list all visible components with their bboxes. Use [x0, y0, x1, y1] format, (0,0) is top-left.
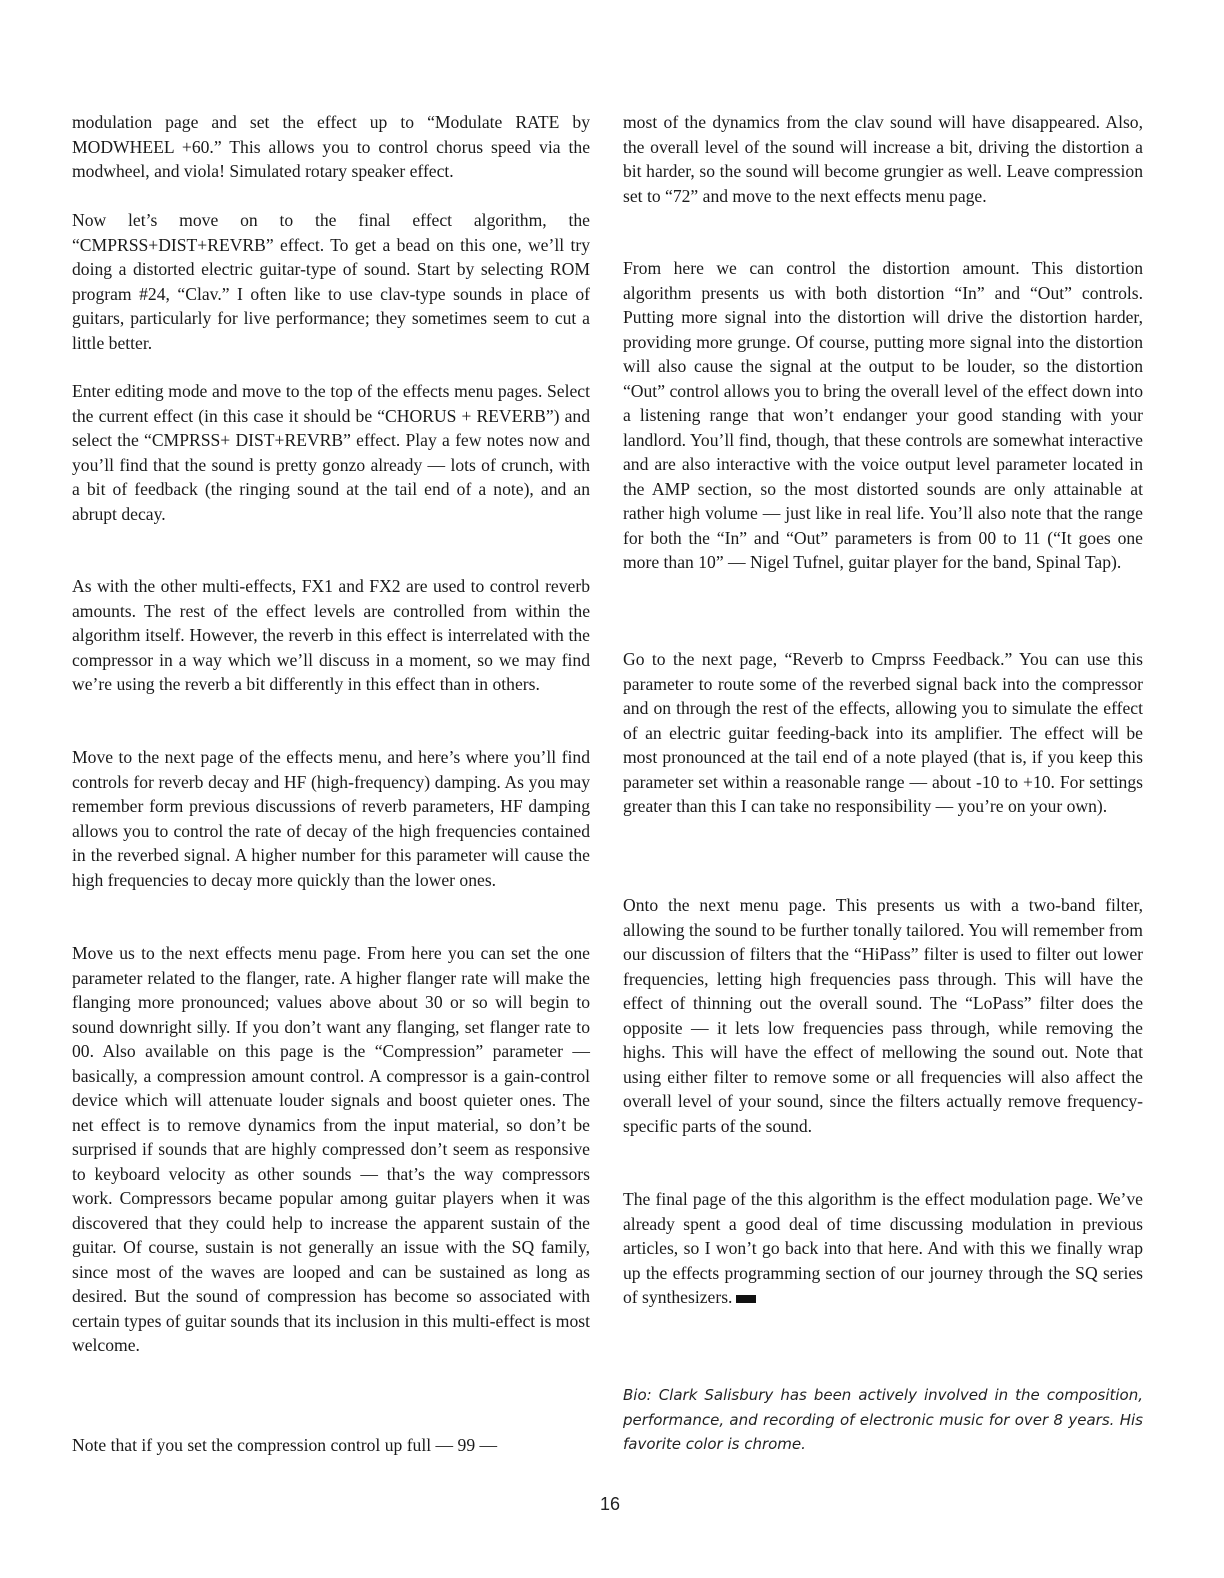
end-mark-icon: [736, 1295, 756, 1303]
paragraph: Onto the next menu page. This presents us with a two-band filter, allowing the sound to be further tonally tailored. You will remember from our discussion of filters that the “HiPass” filter is used to filter out lower frequencies, letting high frequencies pass through. This will have the effect of thinning out the overall sound. The “LoPass” filter does the opposite — it lets low frequencies pass through, while removing the highs. This will have the effect of mellowing the sound out. Note that using either filter to remove some or all frequencies will also affect the overall level of your sound, since the filters actually remove frequency-specific parts of the sound.: [623, 895, 1143, 1136]
paragraph: most of the dynamics from the clav sound will have disappeared. Also, the overall level of the sound will increase a bit, driving the distortion a bit harder, so the sound will become grungier as well. Leave compression set to “72” and move to the next effects menu page.: [623, 112, 1143, 206]
paragraph: Now let’s move on to the final effect algorithm, the “CMPRSS+DIST+REVRB” effect. To get a bead on this one, we’ll try doing a distorted electric guitar-type of sound. Start by selecting ROM program #24, “Clav.” I often like to use clav-type sounds in place of guitars, particularly for live performance; they sometimes seem to cut a little better.: [72, 210, 590, 353]
author-bio: Bio: Clark Salisbury has been actively involved in the composition, performance, and recording of electronic music for over 8 years. His favorite color is chrome.: [623, 1386, 1143, 1453]
paragraph: Go to the next page, “Reverb to Cmprss Feedback.” You can use this parameter to route some of the reverbed signal back into the compressor and on through the rest of the effects, allowing you to simulate the effect of an electric guitar feeding-back into its amplifier. The effect will be most pronounced at the tail end of a note played (that is, if you keep this parameter set within a reasonable range — about -10 to +10. For settings greater than this I can take no responsibility — you’re on your own).: [623, 649, 1143, 816]
paragraph: From here we can control the distortion amount. This distortion algorithm presents us with both distortion “In” and “Out” controls. Putting more signal into the distortion will drive the distortion harder, providing more grunge. Of course, putting more signal into the distortion will also cause the signal at the output to be louder, so the distortion “Out” control allows you to bring the overall level of the effect down into a listening range that won’t endanger your good standing with your landlord. You’ll find, though, that these controls are somewhat interactive and are also interactive with the voice output level parameter located in the AMP section, so the most distorted sounds are only attainable at rather high volume — just like in real life. You’ll also note that the range for both the “In” and “Out” parameters is from 00 to 11 (“It goes one more than 10” — Nigel Tufnel, guitar player for the band, Spinal Tap).: [623, 258, 1143, 572]
paragraph: Enter editing mode and move to the top of the effects menu pages. Select the current effect (in this case it should be “CHORUS + REVERB”) and select the “CMPRSS+ DIST+REVRB” effect. Play a few notes now and you’ll find that the sound is pretty gonzo already — lots of crunch, with a bit of feedback (the ringing sound at the tail end of a note), and an abrupt decay.: [72, 381, 590, 524]
paragraph: As with the other multi-effects, FX1 and FX2 are used to control reverb amounts. The rest of the effect levels are controlled from within the algorithm itself. However, the reverb in this effect is interrelated with the compressor in a way which we’ll discuss in a moment, so we may find we’re using the reverb a bit differently in this effect than in others.: [72, 576, 590, 694]
page-number: 16: [600, 1494, 621, 1514]
paragraph: Move us to the next effects menu page. From here you can set the one parameter related to the flanger, rate. A higher flanger rate will make the flanging more pronounced; values above about 30 or so will begin to sound downright silly. If you don’t want any flanging, set flanger rate to 00. Also available on this page is the “Compression” parameter — basically, a compression amount control. A compressor is a gain-control device which will attenuate louder signals and boost quieter ones. The net effect is to remove dynamics from the input material, so don’t be surprised if sounds that are highly compressed don’t seem as responsive to keyboard velocity as other sounds — that’s the way compressors work. Compressors became popular among guitar players when it was discovered that they could help to increase the apparent sustain of the guitar. Of course, sustain is not generally an issue with the SQ family, since most of the waves are looped and can be sustained as long as desired. But the sound of compression has become so associated with certain types of guitar sounds that its inclusion in this multi-effect is most welcome.: [72, 943, 590, 1355]
paragraph: Move to the next page of the effects menu, and here’s where you’ll find controls for reverb decay and HF (high-frequency) damping. As you may remember form previous discussions of reverb parameters, HF damping allows you to control the rate of decay of the high frequencies contained in the reverbed signal. A higher number for this parameter will cause the high frequencies to decay more quickly than the lower ones.: [72, 747, 590, 890]
paragraph: Note that if you set the compression control up full — 99 —: [72, 1435, 498, 1455]
paragraph-final: [623, 1187, 1143, 1310]
paragraph: modulation page and set the effect up to “Modulate RATE by MODWHEEL +60.” This allows you to control chorus speed via the modwheel, and viola! Simulated rotary speaker effect.: [72, 112, 590, 181]
paragraph-text: The final page of the this algorithm is the effect modulation page. We’ve already spent a good deal of time discussing modulation in previous articles, so I won’t go back into that here. And with this we finally wrap up the effects programming section of our journey through the SQ series of synthesizers.: [623, 1189, 1143, 1307]
